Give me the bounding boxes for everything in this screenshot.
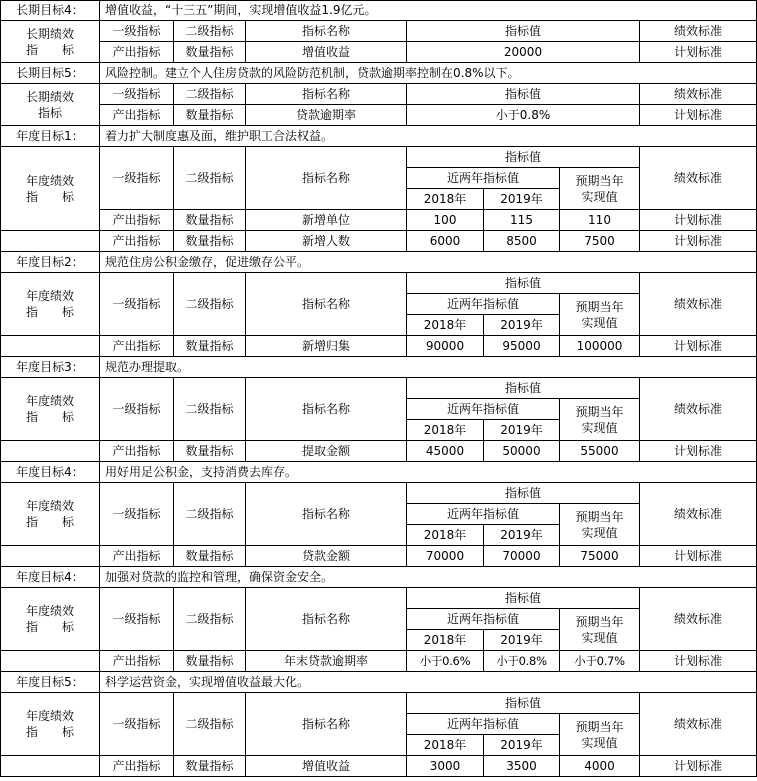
header-value[interactable]: 指标值: [407, 84, 640, 105]
cell-level1[interactable]: 产出指标: [100, 441, 174, 462]
header-expect-line: 预期当年: [575, 299, 624, 314]
blank-cell[interactable]: [0, 441, 100, 462]
header-recent[interactable]: 近两年指标值: [407, 399, 560, 420]
cell-indicator-name[interactable]: 贷款金额: [246, 546, 407, 567]
header-expect-line: 预期当年: [575, 719, 624, 734]
header-name[interactable]: 指标名称: [246, 273, 407, 336]
annual-perf-label[interactable]: [0, 273, 100, 336]
cell-expected[interactable]: 小于0.7%: [560, 651, 640, 672]
header-level1[interactable]: 一级指标: [100, 693, 174, 756]
cell-level1[interactable]: 产出指标: [100, 651, 174, 672]
annual-perf-label-line: 年度绩效: [25, 173, 74, 188]
annual-goal-6: [0, 672, 757, 777]
annual-perf-label-line: 年度绩效: [25, 394, 74, 408]
long-goal-4: [0, 0, 757, 63]
header-name[interactable]: 指标名称: [246, 483, 407, 546]
long-perf-label-line: 指标: [37, 105, 62, 120]
header-standard[interactable]: 绩效标准: [640, 273, 757, 336]
blank-cell[interactable]: [0, 546, 100, 567]
header-expect[interactable]: [560, 294, 640, 336]
header-expect-line: 预期当年: [575, 509, 624, 524]
header-standard[interactable]: 绩效标准: [640, 483, 757, 546]
long-perf-label-line: 指 标: [25, 42, 74, 57]
long-perf-label-line: 长期绩效: [25, 89, 74, 104]
annual-perf-label[interactable]: [0, 147, 100, 231]
header-recent[interactable]: 近两年指标值: [407, 609, 560, 630]
goal-description[interactable]: 风险控制。建立个人住房贷款的风险防范机制，贷款逾期率控制在0.8%以下。: [100, 63, 757, 84]
annual-goal-3: [0, 357, 757, 462]
cell-expected[interactable]: 7500: [560, 231, 640, 252]
goal-description[interactable]: 科学运营资金，实现增值收益最大化。: [100, 672, 757, 693]
long-goal-5: [0, 63, 757, 126]
header-standard[interactable]: 绩效标准: [640, 84, 757, 105]
goal-title[interactable]: 年度目标3：: [0, 357, 100, 378]
cell-value-2019[interactable]: 95000: [484, 336, 560, 357]
cell-value-2019[interactable]: 70000: [484, 546, 560, 567]
header-level2[interactable]: 二级指标: [174, 483, 246, 546]
cell-standard[interactable]: 计划标准: [640, 210, 757, 231]
annual-perf-label-line: 年度绩效: [25, 709, 74, 723]
goal-description[interactable]: 用好用足公积金，支持消费去库存。: [100, 462, 757, 483]
header-value[interactable]: 指标值: [407, 588, 640, 609]
header-year-2019[interactable]: 2019年: [484, 525, 560, 546]
header-name[interactable]: 指标名称: [246, 147, 407, 210]
header-level2[interactable]: 二级指标: [174, 588, 246, 651]
cell-indicator-name[interactable]: 贷款逾期率: [246, 105, 407, 126]
header-year-2018[interactable]: 2018年: [407, 525, 484, 546]
cell-level2[interactable]: 数量指标: [174, 105, 246, 126]
cell-expected[interactable]: 55000: [560, 441, 640, 462]
goal-title[interactable]: 年度目标5：: [0, 672, 100, 693]
header-standard[interactable]: 绩效标准: [640, 21, 757, 42]
blank-cell[interactable]: [0, 231, 100, 252]
cell-expected[interactable]: 4000: [560, 756, 640, 777]
annual-perf-label[interactable]: [0, 693, 100, 756]
cell-standard[interactable]: 计划标准: [640, 42, 757, 63]
header-year-2019[interactable]: 2019年: [484, 420, 560, 441]
header-standard[interactable]: 绩效标准: [640, 378, 757, 441]
cell-level1[interactable]: 产出指标: [100, 231, 174, 252]
header-value[interactable]: 指标值: [407, 378, 640, 399]
header-expect[interactable]: [560, 609, 640, 651]
cell-level2[interactable]: 数量指标: [174, 210, 246, 231]
cell-indicator-value[interactable]: 小于0.8%: [407, 105, 640, 126]
cell-standard[interactable]: 计划标准: [640, 105, 757, 126]
header-level1[interactable]: 一级指标: [100, 21, 174, 42]
header-name[interactable]: 指标名称: [246, 21, 407, 42]
header-recent[interactable]: 近两年指标值: [407, 714, 560, 735]
annual-perf-label-line: 指 标: [25, 515, 74, 529]
goal-description[interactable]: 规范住房公积金缴存，促进缴存公平。: [100, 252, 757, 273]
annual-perf-label-line: 指 标: [25, 620, 74, 634]
header-year-2018[interactable]: 2018年: [407, 315, 484, 336]
header-level1[interactable]: 一级指标: [100, 84, 174, 105]
annual-perf-label-line: 指 标: [25, 305, 74, 319]
annual-goal-1: [0, 126, 757, 252]
header-standard[interactable]: 绩效标准: [640, 147, 757, 210]
annual-perf-label[interactable]: [0, 483, 100, 546]
annual-perf-label-line: 年度绩效: [25, 499, 74, 513]
header-recent[interactable]: 近两年指标值: [407, 504, 560, 525]
header-recent[interactable]: 近两年指标值: [407, 168, 560, 189]
cell-value-2018[interactable]: 45000: [407, 441, 484, 462]
cell-expected[interactable]: 100000: [560, 336, 640, 357]
cell-level1[interactable]: 产出指标: [100, 42, 174, 63]
header-level1[interactable]: 一级指标: [100, 273, 174, 336]
cell-indicator-name[interactable]: 提取金额: [246, 441, 407, 462]
cell-indicator-name[interactable]: 新增归集: [246, 336, 407, 357]
cell-value-2018[interactable]: 100: [407, 210, 484, 231]
header-expect[interactable]: [560, 714, 640, 756]
header-expect[interactable]: [560, 399, 640, 441]
cell-value-2018[interactable]: 3000: [407, 756, 484, 777]
header-value[interactable]: 指标值: [407, 483, 640, 504]
header-level1[interactable]: 一级指标: [100, 588, 174, 651]
cell-level2[interactable]: 数量指标: [174, 651, 246, 672]
cell-level1[interactable]: 产出指标: [100, 756, 174, 777]
header-level2[interactable]: 二级指标: [174, 273, 246, 336]
goal-description[interactable]: 增值收益，“十三五”期间，实现增值收益1.9亿元。: [100, 0, 757, 21]
cell-indicator-name[interactable]: 新增单位: [246, 210, 407, 231]
goal-description[interactable]: 加强对贷款的监控和管理，确保资金安全。: [100, 567, 757, 588]
annual-perf-label-line: 指 标: [25, 725, 74, 739]
cell-standard[interactable]: 计划标准: [640, 231, 757, 252]
cell-expected[interactable]: 75000: [560, 546, 640, 567]
header-expect-line: 实现值: [581, 315, 618, 330]
header-level2[interactable]: 二级指标: [174, 21, 246, 42]
cell-standard[interactable]: 计划标准: [640, 546, 757, 567]
cell-level2[interactable]: 数量指标: [174, 42, 246, 63]
header-expect-line: 实现值: [581, 630, 618, 645]
header-year-2018[interactable]: 2018年: [407, 420, 484, 441]
cell-level2[interactable]: 数量指标: [174, 756, 246, 777]
cell-level1[interactable]: 产出指标: [100, 210, 174, 231]
cell-indicator-name[interactable]: 增值收益: [246, 756, 407, 777]
annual-perf-label-line: 指 标: [25, 189, 74, 204]
annual-perf-label-line: 年度绩效: [25, 604, 74, 618]
header-year-2018[interactable]: 2018年: [407, 630, 484, 651]
header-year-2019[interactable]: 2019年: [484, 189, 560, 210]
header-value[interactable]: 指标值: [407, 21, 640, 42]
header-standard[interactable]: 绩效标准: [640, 693, 757, 756]
header-level1[interactable]: 一级指标: [100, 147, 174, 210]
annual-goal-5: [0, 567, 757, 672]
goal-description[interactable]: 着力扩大制度惠及面，维护职工合法权益。: [100, 126, 757, 147]
header-name[interactable]: 指标名称: [246, 378, 407, 441]
cell-level2[interactable]: 数量指标: [174, 441, 246, 462]
cell-value-2019[interactable]: 115: [484, 210, 560, 231]
header-value[interactable]: 指标值: [407, 693, 640, 714]
cell-value-2019[interactable]: 3500: [484, 756, 560, 777]
header-year-2019[interactable]: 2019年: [484, 315, 560, 336]
cell-standard[interactable]: 计划标准: [640, 651, 757, 672]
cell-expected[interactable]: 110: [560, 210, 640, 231]
header-level1[interactable]: 一级指标: [100, 483, 174, 546]
long-perf-label[interactable]: [0, 84, 100, 126]
cell-level2[interactable]: 数量指标: [174, 231, 246, 252]
cell-value-2019[interactable]: 小于0.8%: [484, 651, 560, 672]
cell-indicator-name[interactable]: 年末贷款逾期率: [246, 651, 407, 672]
goal-title[interactable]: 年度目标2：: [0, 252, 100, 273]
header-expect-line: 实现值: [581, 735, 618, 750]
cell-level2[interactable]: 数量指标: [174, 546, 246, 567]
cell-indicator-value[interactable]: 20000: [407, 42, 640, 63]
goal-title[interactable]: 年度目标4：: [0, 462, 100, 483]
header-expect-line: 实现值: [581, 525, 618, 540]
header-expect-line: 预期当年: [575, 614, 624, 629]
goal-title[interactable]: 长期目标5：: [0, 63, 100, 84]
header-level1[interactable]: 一级指标: [100, 378, 174, 441]
goal-description[interactable]: 规范办理提取。: [100, 357, 757, 378]
header-expect-line: 预期当年: [575, 173, 624, 188]
header-value[interactable]: 指标值: [407, 147, 640, 168]
blank-cell[interactable]: [0, 756, 100, 777]
goal-title[interactable]: 年度目标1：: [0, 126, 100, 147]
goal-title[interactable]: 年度目标4：: [0, 567, 100, 588]
header-expect[interactable]: [560, 504, 640, 546]
cell-value-2019[interactable]: 50000: [484, 441, 560, 462]
goal-title[interactable]: 长期目标4：: [0, 0, 100, 21]
annual-perf-label-line: 指 标: [25, 410, 74, 424]
header-name[interactable]: 指标名称: [246, 588, 407, 651]
blank-cell[interactable]: [0, 336, 100, 357]
cell-indicator-name[interactable]: 增值收益: [246, 42, 407, 63]
header-year-2019[interactable]: 2019年: [484, 735, 560, 756]
header-year-2019[interactable]: 2019年: [484, 630, 560, 651]
cell-standard[interactable]: 计划标准: [640, 441, 757, 462]
header-name[interactable]: 指标名称: [246, 693, 407, 756]
header-expect[interactable]: [560, 168, 640, 210]
cell-value-2018[interactable]: 70000: [407, 546, 484, 567]
cell-value-2018[interactable]: 90000: [407, 336, 484, 357]
header-level2[interactable]: 二级指标: [174, 147, 246, 210]
blank-cell[interactable]: [0, 651, 100, 672]
cell-level1[interactable]: 产出指标: [100, 546, 174, 567]
cell-value-2019[interactable]: 8500: [484, 231, 560, 252]
cell-level1[interactable]: 产出指标: [100, 336, 174, 357]
header-level2[interactable]: 二级指标: [174, 378, 246, 441]
cell-standard[interactable]: 计划标准: [640, 336, 757, 357]
annual-goal-2: [0, 252, 757, 357]
header-year-2018[interactable]: 2018年: [407, 735, 484, 756]
header-recent[interactable]: 近两年指标值: [407, 294, 560, 315]
cell-value-2018[interactable]: 6000: [407, 231, 484, 252]
header-level2[interactable]: 二级指标: [174, 693, 246, 756]
header-expect-line: 实现值: [581, 420, 618, 435]
long-perf-label-line: 长期绩效: [25, 26, 74, 41]
header-expect-line: 预期当年: [575, 404, 624, 419]
annual-goal-4: [0, 462, 757, 567]
cell-value-2018[interactable]: 小于0.6%: [407, 651, 484, 672]
header-level2[interactable]: 二级指标: [174, 84, 246, 105]
annual-perf-label[interactable]: [0, 588, 100, 651]
header-standard[interactable]: 绩效标准: [640, 588, 757, 651]
long-perf-label[interactable]: [0, 21, 100, 63]
header-expect-line: 实现值: [581, 189, 618, 204]
header-name[interactable]: 指标名称: [246, 84, 407, 105]
cell-standard[interactable]: 计划标准: [640, 756, 757, 777]
header-value[interactable]: 指标值: [407, 273, 640, 294]
annual-perf-label[interactable]: [0, 378, 100, 441]
cell-level1[interactable]: 产出指标: [100, 105, 174, 126]
cell-level2[interactable]: 数量指标: [174, 336, 246, 357]
annual-perf-label-line: 年度绩效: [25, 289, 74, 303]
header-year-2018[interactable]: 2018年: [407, 189, 484, 210]
cell-indicator-name[interactable]: 新增人数: [246, 231, 407, 252]
